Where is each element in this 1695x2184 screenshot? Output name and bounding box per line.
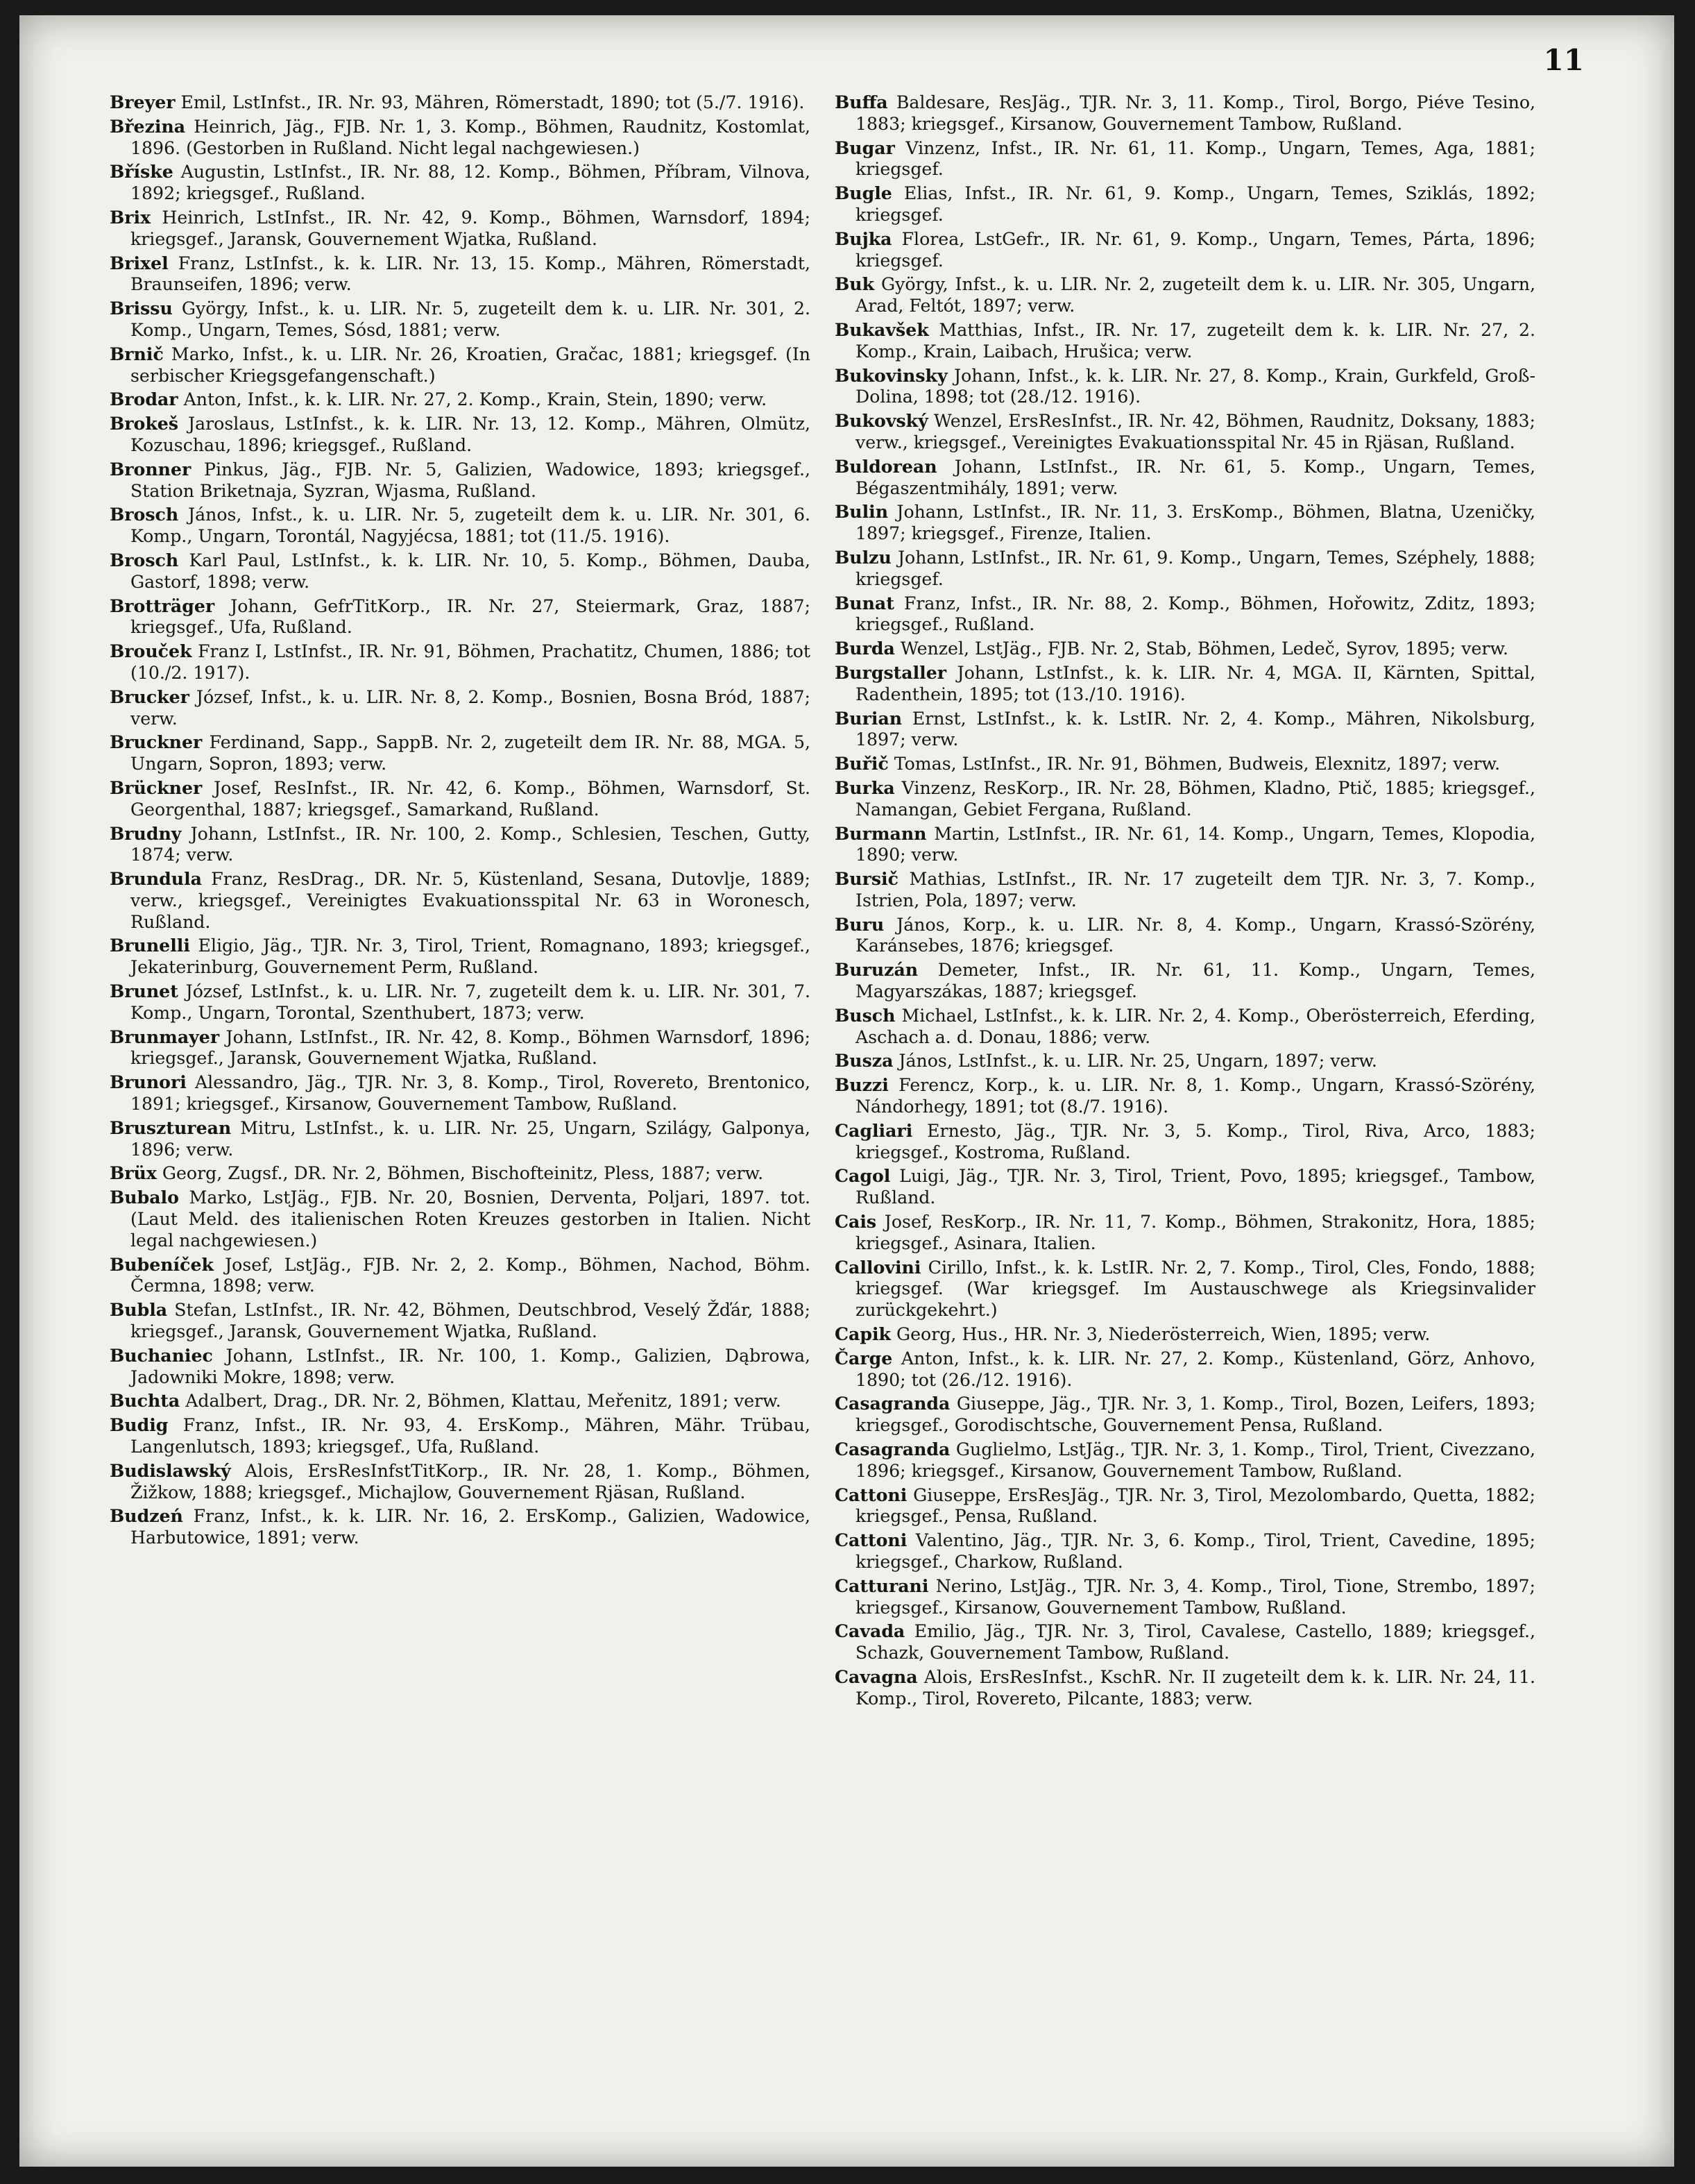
entry-details: Wenzel, ErsResInfst., IR. Nr. 42, Böhmen, Raudnitz, Doksany, 1883; verw., kriegsgef., Vereinigtes Evakuationsspital Nr. 45 in Rjäsan, Rußland.: [855, 411, 1535, 452]
entry-surname: Březina: [110, 115, 186, 137]
entry-surname: Brunori: [110, 1072, 187, 1093]
entry-details: Franz, ResDrag., DR. Nr. 5, Küstenland, Sesana, Dutovlje, 1889; verw., kriegsgef., Vereinigtes Evakuationsspital Nr. 63 in Woronesch, Rußland.: [130, 869, 810, 932]
entry-details: Baldesare, ResJäg., TJR. Nr. 3, 11. Komp., Tirol, Borgo, Piéve Tesino, 1883; kriegsgef., Kirsanow, Gouvernement Tambow, Rußland.: [855, 92, 1535, 134]
entry-details: Ernst, LstInfst., k. k. LstIR. Nr. 2, 4. Komp., Mähren, Nikolsburg, 1897; verw.: [855, 708, 1535, 750]
entry-surname: Breyer: [110, 92, 176, 112]
entry-details: Johann, LstInfst., k. k. LIR. Nr. 4, MGA. II, Kärnten, Spittal, Radenthein, 1895; tot (13./10. 1916).: [855, 662, 1535, 704]
entry-details: Heinrich, LstInfst., IR. Nr. 42, 9. Komp., Böhmen, Warnsdorf, 1894; kriegsgef., Jaransk, Gouvernement Wjatka, Rußland.: [130, 207, 810, 249]
register-entry: [110, 731, 810, 775]
entry-surname: Brouček: [110, 641, 192, 662]
entry-details: Franz, LstInfst., k. k. LIR. Nr. 13, 15. Komp., Mähren, Römerstadt, Braunseifen, 1896; verw.: [130, 253, 810, 295]
entry-details: Karl Paul, LstInfst., k. k. LIR. Nr. 10, 5. Komp., Böhmen, Dauba, Gastorf, 1898; verw.: [130, 550, 810, 592]
register-entry: [110, 935, 810, 979]
entry-details: Johann, LstInfst., IR. Nr. 42, 8. Komp., Böhmen Warnsdorf, 1896; kriegsgef., Jaransk, Gouvernement Wjatka, Rußland.: [130, 1026, 810, 1069]
entry-surname: Catturani: [835, 1575, 929, 1596]
entry-surname: Bugle: [835, 183, 892, 204]
register-entry: [835, 593, 1535, 636]
register-entry: [835, 273, 1535, 317]
entry-surname: Brüx: [110, 1162, 157, 1184]
entry-details: Wenzel, LstJäg., FJB. Nr. 2, Stab, Böhmen, Ledeč, Syrov, 1895; verw.: [894, 638, 1509, 659]
register-entry: [110, 459, 810, 502]
register-entry: [835, 1484, 1535, 1528]
register-entry: [110, 1026, 810, 1070]
entry-surname: Casagranda: [835, 1439, 951, 1460]
entry-details: Anton, Infst., k. k. LIR. Nr. 27, 2. Komp., Küstenland, Görz, Anhovo, 1890; tot (26./12. 1916).: [855, 1348, 1535, 1390]
register-entry: [835, 183, 1535, 226]
register-entry: [110, 413, 810, 457]
register-entry: [835, 1211, 1535, 1255]
entry-surname: Brodar: [110, 389, 178, 410]
register-entry: [110, 823, 810, 867]
entry-details: Stefan, LstInfst., IR. Nr. 42, Böhmen, Deutschbrod, Veselý Žďár, 1888; kriegsgef., Jaransk, Gouvernement Wjatka, Rußland.: [130, 1300, 810, 1342]
register-entry: [835, 777, 1535, 821]
entry-surname: Bruszturean: [110, 1117, 232, 1138]
entry-details: György, Infst., k. u. LIR. Nr. 2, zugeteilt dem k. u. LIR. Nr. 305, Ungarn, Arad, Feltót, 1897; verw.: [855, 274, 1535, 316]
entry-surname: Casagranda: [835, 1393, 951, 1414]
register-entry: [835, 753, 1535, 775]
entry-details: Johann, Infst., k. k. LIR. Nr. 27, 8. Komp., Krain, Gurkfeld, Groß-Dolina, 1898; tot (28./12. 1916).: [855, 365, 1535, 407]
entry-surname: Bukovský: [835, 410, 928, 432]
entry-surname: Brokeš: [110, 413, 179, 434]
entry-details: Ernesto, Jäg., TJR. Nr. 3, 5. Komp., Tirol, Riva, Arco, 1883; kriegsgef., Kostroma, Rußland.: [855, 1120, 1535, 1162]
register-entry: [835, 1439, 1535, 1482]
register-entry: [835, 1074, 1535, 1118]
register-entry: [110, 1254, 810, 1298]
entry-surname: Bunat: [835, 592, 894, 613]
entry-surname: Bubalo: [110, 1187, 179, 1208]
entry-details: Johann, LstInfst., IR. Nr. 11, 3. ErsKomp., Böhmen, Blatna, Uzeničky, 1897; kriegsgef., Firenze, Italien.: [855, 502, 1535, 544]
register-entry: [835, 501, 1535, 545]
register-entry: [110, 344, 810, 387]
entry-surname: Callovini: [835, 1256, 921, 1278]
register-entry: [835, 1666, 1535, 1710]
entry-surname: Brudny: [110, 822, 182, 844]
entry-details: József, Infst., k. u. LIR. Nr. 8, 2. Komp., Bosnien, Bosna Bród, 1887; verw.: [130, 686, 810, 729]
register-entry: [835, 137, 1535, 181]
entry-details: Heinrich, Jäg., FJB. Nr. 1, 3. Komp., Böhmen, Raudnitz, Kostomlat, 1896. (Gestorben in Rußland. Nicht legal nachgewiesen.): [130, 116, 810, 158]
entry-surname: Cattoni: [835, 1484, 908, 1505]
entry-surname: Cattoni: [835, 1530, 908, 1551]
entry-surname: Bukavšek: [835, 319, 929, 340]
entry-details: Georg, Hus., HR. Nr. 3, Niederösterreich, Wien, 1895; verw.: [891, 1324, 1431, 1345]
register-entry: [835, 638, 1535, 660]
entry-surname: Brunelli: [110, 935, 190, 956]
register-entry: [110, 1390, 810, 1412]
register-entry: [110, 686, 810, 730]
register-entry: [835, 959, 1535, 1003]
entry-surname: Brunet: [110, 981, 178, 1002]
register-entry: [110, 116, 810, 160]
entry-details: Franz, Infst., IR. Nr. 88, 2. Komp., Böhmen, Hořowitz, Zditz, 1893; kriegsgef., Rußland.: [855, 593, 1535, 635]
entry-surname: Buffa: [835, 92, 888, 112]
register-entry: [110, 1117, 810, 1161]
register-entry: [110, 298, 810, 341]
entry-surname: Bulin: [835, 501, 889, 523]
entry-surname: Buchta: [110, 1390, 180, 1412]
entry-surname: Burda: [835, 638, 895, 659]
register-entry: [835, 365, 1535, 409]
entry-details: Franz, Infst., IR. Nr. 93, 4. ErsKomp., Mähren, Mähr. Trübau, Langenlutsch, 1893; kriegsgef., Ufa, Rußland.: [130, 1415, 810, 1457]
register-entry: [835, 1257, 1535, 1321]
entry-details: Josef, ResKorp., IR. Nr. 11, 7. Komp., Böhmen, Strakonitz, Hora, 1885; kriegsgef., Asinara, Italien.: [855, 1212, 1535, 1253]
entry-details: Johann, GefrTitKorp., IR. Nr. 27, Steiermark, Graz, 1887; kriegsgef., Ufa, Rußland.: [130, 595, 810, 638]
entry-details: János, Korp., k. u. LIR. Nr. 8, 4. Komp., Ungarn, Krassó-Szörény, Karánsebes, 1876; kriegsgef.: [855, 914, 1535, 956]
register-entry: [110, 981, 810, 1024]
entry-surname: Brotträger: [110, 595, 215, 616]
entry-details: Guglielmo, LstJäg., TJR. Nr. 3, 1. Komp., Tirol, Trient, Civezzano, 1896; kriegsgef., Kirsanow, Gouvernement Tambow, Rußland.: [855, 1439, 1535, 1481]
register-entry: [110, 1505, 810, 1549]
entry-details: György, Infst., k. u. LIR. Nr. 5, zugeteilt dem k. u. LIR. Nr. 301, 2. Komp., Ungarn, Temes, Sósd, 1881; verw.: [130, 298, 810, 340]
register-entry: [110, 1460, 810, 1504]
register-entry: [110, 207, 810, 251]
entry-surname: Bujka: [835, 228, 892, 249]
entry-details: Eligio, Jäg., TJR. Nr. 3, Tirol, Trient, Romagnano, 1893; kriegsgef., Jekaterinburg, Gouvernement Perm, Rußland.: [130, 936, 810, 978]
entry-details: Elias, Infst., IR. Nr. 61, 9. Komp., Ungarn, Temes, Sziklás, 1892; kriegsgef.: [855, 183, 1535, 225]
entry-details: Nerino, LstJäg., TJR. Nr. 3, 4. Komp., Tirol, Tione, Strembo, 1897; kriegsgef., Kirsanow, Gouvernement Tambow, Rußland.: [855, 1575, 1535, 1618]
entry-details: Vinzenz, ResKorp., IR. Nr. 28, Böhmen, Kladno, Ptič, 1885; kriegsgef., Namangan, Gebiet Fergana, Rußland.: [855, 777, 1535, 820]
entry-details: Anton, Infst., k. k. LIR. Nr. 27, 2. Komp., Krain, Stein, 1890; verw.: [178, 389, 767, 410]
entry-surname: Brosch: [110, 549, 179, 570]
entry-details: Pinkus, Jäg., FJB. Nr. 5, Galizien, Wadowice, 1893; kriegsgef., Station Briketnaja, Syzran, Wjasma, Rußland.: [130, 459, 810, 501]
register-entry: [110, 92, 810, 114]
register-entry: [835, 1393, 1535, 1437]
entry-surname: Bubeníček: [110, 1253, 214, 1275]
entry-surname: Buzzi: [835, 1074, 889, 1096]
register-entry: [110, 777, 810, 821]
entry-surname: Budig: [110, 1414, 169, 1436]
page-number: 11: [1543, 43, 1584, 77]
entry-details: Demeter, Infst., IR. Nr. 61, 11. Komp., Ungarn, Temes, Magyarszákas, 1887; kriegsgef.: [855, 960, 1535, 1002]
register-entry: [110, 1414, 810, 1458]
entry-surname: Busch: [835, 1004, 896, 1026]
register-entry: [835, 547, 1535, 591]
entry-details: Alois, ErsResInfst., KschR. Nr. II zugeteilt dem k. k. LIR. Nr. 24, 11. Komp., Tirol, Rovereto, Pilcante, 1883; verw.: [855, 1666, 1535, 1709]
entry-details: Ferencz, Korp., k. u. LIR. Nr. 8, 1. Komp., Ungarn, Krassó-Szörény, Nándorhegy, 1891; tot (8./7. 1916).: [855, 1075, 1535, 1117]
entry-details: Giuseppe, ErsResJäg., TJR. Nr. 3, Tirol, Mezolombardo, Quetta, 1882; kriegsgef., Pensa, Rußland.: [855, 1484, 1535, 1527]
entry-details: Franz I, LstInfst., IR. Nr. 91, Böhmen, Prachatitz, Chumen, 1886; tot (10./2. 1917).: [130, 641, 810, 683]
entry-details: János, Infst., k. u. LIR. Nr. 5, zugeteilt dem k. u. LIR. Nr. 301, 6. Komp., Ungarn, Torontál, Nagyjécsa, 1881; tot (11./5. 1916).: [130, 505, 810, 547]
register-entry: [835, 1323, 1535, 1346]
entry-surname: Brucker: [110, 686, 189, 707]
right-column: [835, 92, 1535, 1712]
entry-details: Augustin, LstInfst., IR. Nr. 88, 12. Komp., Böhmen, Příbram, Vilnova, 1892; kriegsgef., Rußland.: [130, 162, 810, 204]
entry-details: Adalbert, Drag., DR. Nr. 2, Böhmen, Klattau, Meřenitz, 1891; verw.: [180, 1391, 781, 1412]
register-entry: [835, 228, 1535, 272]
register-entry: [110, 1345, 810, 1389]
register-entry: [110, 868, 810, 933]
register-entry: [835, 1575, 1535, 1619]
entry-details: Michael, LstInfst., k. k. LIR. Nr. 2, 4. Komp., Oberösterreich, Eferding, Aschach a. d. Donau, 1886; verw.: [855, 1005, 1535, 1047]
entry-surname: Cais: [835, 1211, 877, 1233]
entry-details: Emilio, Jäg., TJR. Nr. 3, Tirol, Cavalese, Castello, 1889; kriegsgef., Schazk, Gouvernement Tambow, Rußland.: [855, 1621, 1535, 1664]
entry-surname: Burka: [835, 777, 895, 798]
entry-surname: Buchaniec: [110, 1344, 213, 1366]
register-entry: [835, 92, 1535, 135]
register-entry: [835, 1005, 1535, 1049]
register-entry: [835, 1348, 1535, 1391]
register-entry: [835, 1120, 1535, 1164]
entry-surname: Čarge: [835, 1347, 893, 1369]
entry-details: Giuseppe, Jäg., TJR. Nr. 3, 1. Komp., Tirol, Bozen, Leifers, 1893; kriegsgef., Gorodischtsche, Gouvernement Pensa, Rußland.: [855, 1394, 1535, 1436]
entry-surname: Buldorean: [835, 455, 937, 477]
register-entry: [835, 823, 1535, 867]
entry-surname: Burgstaller: [835, 661, 947, 683]
entry-surname: Cavagna: [835, 1666, 918, 1687]
entry-details: Marko, LstJäg., FJB. Nr. 20, Bosnien, Derventa, Poljari, 1897. tot. (Laut Meld. des italienischen Roten Kreuzes gestorben in Italien. Nicht legal nachgewiesen.): [130, 1187, 810, 1251]
entry-surname: Burian: [835, 707, 903, 729]
entry-details: Ferdinand, Sapp., SappB. Nr. 2, zugeteilt dem IR. Nr. 88, MGA. 5, Ungarn, Sopron, 1893; verw.: [130, 732, 810, 774]
entry-surname: Brosch: [110, 504, 179, 525]
entry-surname: Busza: [835, 1050, 894, 1072]
register-entry: [835, 1620, 1535, 1664]
entry-details: Josef, ResInfst., IR. Nr. 42, 6. Komp., Böhmen, Warnsdorf, St. Georgenthal, 1887; kriegsgef., Samarkand, Rußland.: [130, 777, 810, 820]
register-entry: [835, 319, 1535, 363]
entry-surname: Cavada: [835, 1620, 905, 1642]
entry-surname: Cagol: [835, 1165, 891, 1187]
entry-details: Cirillo, Infst., k. k. LstIR. Nr. 2, 7. Komp., Tirol, Cles, Fondo, 1888; kriegsgef. (War kriegsgef. Im Austauschwege als Kriegsinvalider zurückgekehrt.): [855, 1257, 1535, 1321]
register-entry: [110, 253, 810, 296]
entry-surname: Capik: [835, 1323, 891, 1345]
register-entry: [110, 1162, 810, 1185]
entry-details: Alois, ErsResInfstTitKorp., IR. Nr. 28, 1. Komp., Böhmen, Žižkow, 1888; kriegsgef., Michajlow, Gouvernement Rjäsan, Rußland.: [130, 1460, 810, 1502]
register-entry: [835, 868, 1535, 912]
entry-details: Marko, Infst., k. u. LIR. Nr. 26, Kroatien, Gračac, 1881; kriegsgef. (In serbischer Kriegsgefangenschaft.): [130, 344, 810, 386]
entry-surname: Bulzu: [835, 546, 892, 568]
entry-surname: Bubla: [110, 1299, 168, 1321]
entry-details: Josef, LstJäg., FJB. Nr. 2, 2. Komp., Böhmen, Nachod, Böhm. Čermna, 1898; verw.: [130, 1254, 810, 1296]
entry-surname: Bříske: [110, 161, 173, 183]
entry-details: Valentino, Jäg., TJR. Nr. 3, 6. Komp., Tirol, Trient, Cavedine, 1895; kriegsgef., Charkow, Rußland.: [855, 1530, 1535, 1572]
entry-surname: Budislawský: [110, 1459, 231, 1481]
entry-surname: Bruckner: [110, 731, 203, 753]
register-entry: [110, 389, 810, 411]
entry-details: József, LstInfst., k. u. LIR. Nr. 7, zugeteilt dem k. u. LIR. Nr. 301, 7. Komp., Ungarn, Torontal, Szenthubert, 1873; verw.: [130, 981, 810, 1023]
entry-details: Georg, Zugsf., DR. Nr. 2, Böhmen, Bischofteinitz, Pless, 1887; verw.: [156, 1163, 764, 1184]
entry-details: Vinzenz, Infst., IR. Nr. 61, 11. Komp., Ungarn, Temes, Aga, 1881; kriegsgef.: [855, 137, 1535, 180]
left-column: [110, 92, 810, 1551]
register-entry: [835, 662, 1535, 706]
entry-surname: Brix: [110, 206, 151, 228]
register-entry: [835, 456, 1535, 500]
entry-details: Martin, LstInfst., IR. Nr. 61, 14. Komp., Ungarn, Temes, Klopodia, 1890; verw.: [855, 823, 1535, 865]
entry-details: Florea, LstGefr., IR. Nr. 61, 9. Komp., Ungarn, Temes, Párta, 1896; kriegsgef.: [855, 228, 1535, 271]
register-entry: [110, 1299, 810, 1343]
entry-details: Alessandro, Jäg., TJR. Nr. 3, 8. Komp., Tirol, Rovereto, Brentonico, 1891; kriegsgef., Kirsanow, Gouvernement Tambow, Rußland.: [130, 1072, 810, 1115]
entry-details: Tomas, LstInfst., IR. Nr. 91, Böhmen, Budweis, Elexnitz, 1897; verw.: [888, 754, 1501, 774]
register-entry: [110, 641, 810, 684]
scanned-page: [19, 15, 1674, 2167]
entry-details: Matthias, Infst., IR. Nr. 17, zugeteilt dem k. k. LIR. Nr. 27, 2. Komp., Krain, Laibach, Hrušica; verw.: [855, 319, 1535, 362]
entry-details: Johann, LstInfst., IR. Nr. 100, 2. Komp., Schlesien, Teschen, Gutty, 1874; verw.: [130, 823, 810, 865]
register-entry: [835, 1050, 1535, 1072]
entry-details: Johann, LstInfst., IR. Nr. 100, 1. Komp., Galizien, Dąbrowa, Jadowniki Mokre, 1898; verw.: [130, 1345, 810, 1387]
entry-surname: Brückner: [110, 777, 203, 798]
entry-surname: Brunmayer: [110, 1026, 220, 1047]
register-entry: [110, 161, 810, 205]
register-entry: [835, 914, 1535, 958]
register-entry: [110, 504, 810, 548]
register-entry: [110, 595, 810, 639]
entry-surname: Bursič: [835, 868, 898, 890]
register-entry: [110, 1187, 810, 1251]
entry-details: Johann, LstInfst., IR. Nr. 61, 5. Komp., Ungarn, Temes, Bégaszentmihály, 1891; verw.: [855, 456, 1535, 498]
entry-surname: Bronner: [110, 458, 191, 480]
entry-details: Mathias, LstInfst., IR. Nr. 17 zugeteilt dem TJR. Nr. 3, 7. Komp., Istrien, Pola, 1897; verw.: [855, 869, 1535, 911]
entry-surname: Buřič: [835, 753, 889, 774]
entry-details: Mitru, LstInfst., k. u. LIR. Nr. 25, Ungarn, Szilágy, Galponya, 1896; verw.: [130, 1117, 810, 1160]
entry-surname: Brixel: [110, 252, 169, 273]
entry-surname: Budzeń: [110, 1505, 183, 1527]
entry-surname: Brissu: [110, 298, 173, 319]
entry-surname: Bugar: [835, 137, 895, 158]
entry-details: Emil, LstInfst., IR. Nr. 93, Mähren, Römerstadt, 1890; tot (5./7. 1916).: [175, 92, 805, 112]
entry-details: Johann, LstInfst., IR. Nr. 61, 9. Komp., Ungarn, Temes, Széphely, 1888; kriegsgef.: [855, 547, 1535, 589]
entry-surname: Cagliari: [835, 1119, 913, 1141]
register-entry: [110, 550, 810, 593]
entry-surname: Burmann: [835, 822, 927, 844]
entry-surname: Brnič: [110, 343, 164, 364]
entry-surname: Brundula: [110, 868, 202, 890]
register-entry: [835, 1530, 1535, 1573]
entry-surname: Buruzán: [835, 959, 919, 981]
entry-details: János, LstInfst., k. u. LIR. Nr. 25, Ungarn, 1897; verw.: [893, 1051, 1377, 1072]
register-entry: [835, 1165, 1535, 1209]
entry-details: Luigi, Jäg., TJR. Nr. 3, Tirol, Trient, Povo, 1895; kriegsgef., Tambow, Rußland.: [855, 1166, 1535, 1208]
register-entry: [835, 708, 1535, 752]
register-entry: [835, 410, 1535, 454]
register-entry: [110, 1072, 810, 1115]
entry-details: Franz, Infst., k. k. LIR. Nr. 16, 2. ErsKomp., Galizien, Wadowice, Harbutowice, 1891; verw.: [130, 1506, 810, 1548]
entry-surname: Buk: [835, 273, 875, 295]
entry-surname: Bukovinsky: [835, 364, 948, 386]
entry-details: Jaroslaus, LstInfst., k. k. LIR. Nr. 13, 12. Komp., Mähren, Olmütz, Kozuschau, 1896; kriegsgef., Rußland.: [130, 414, 810, 455]
entry-surname: Buru: [835, 913, 885, 935]
